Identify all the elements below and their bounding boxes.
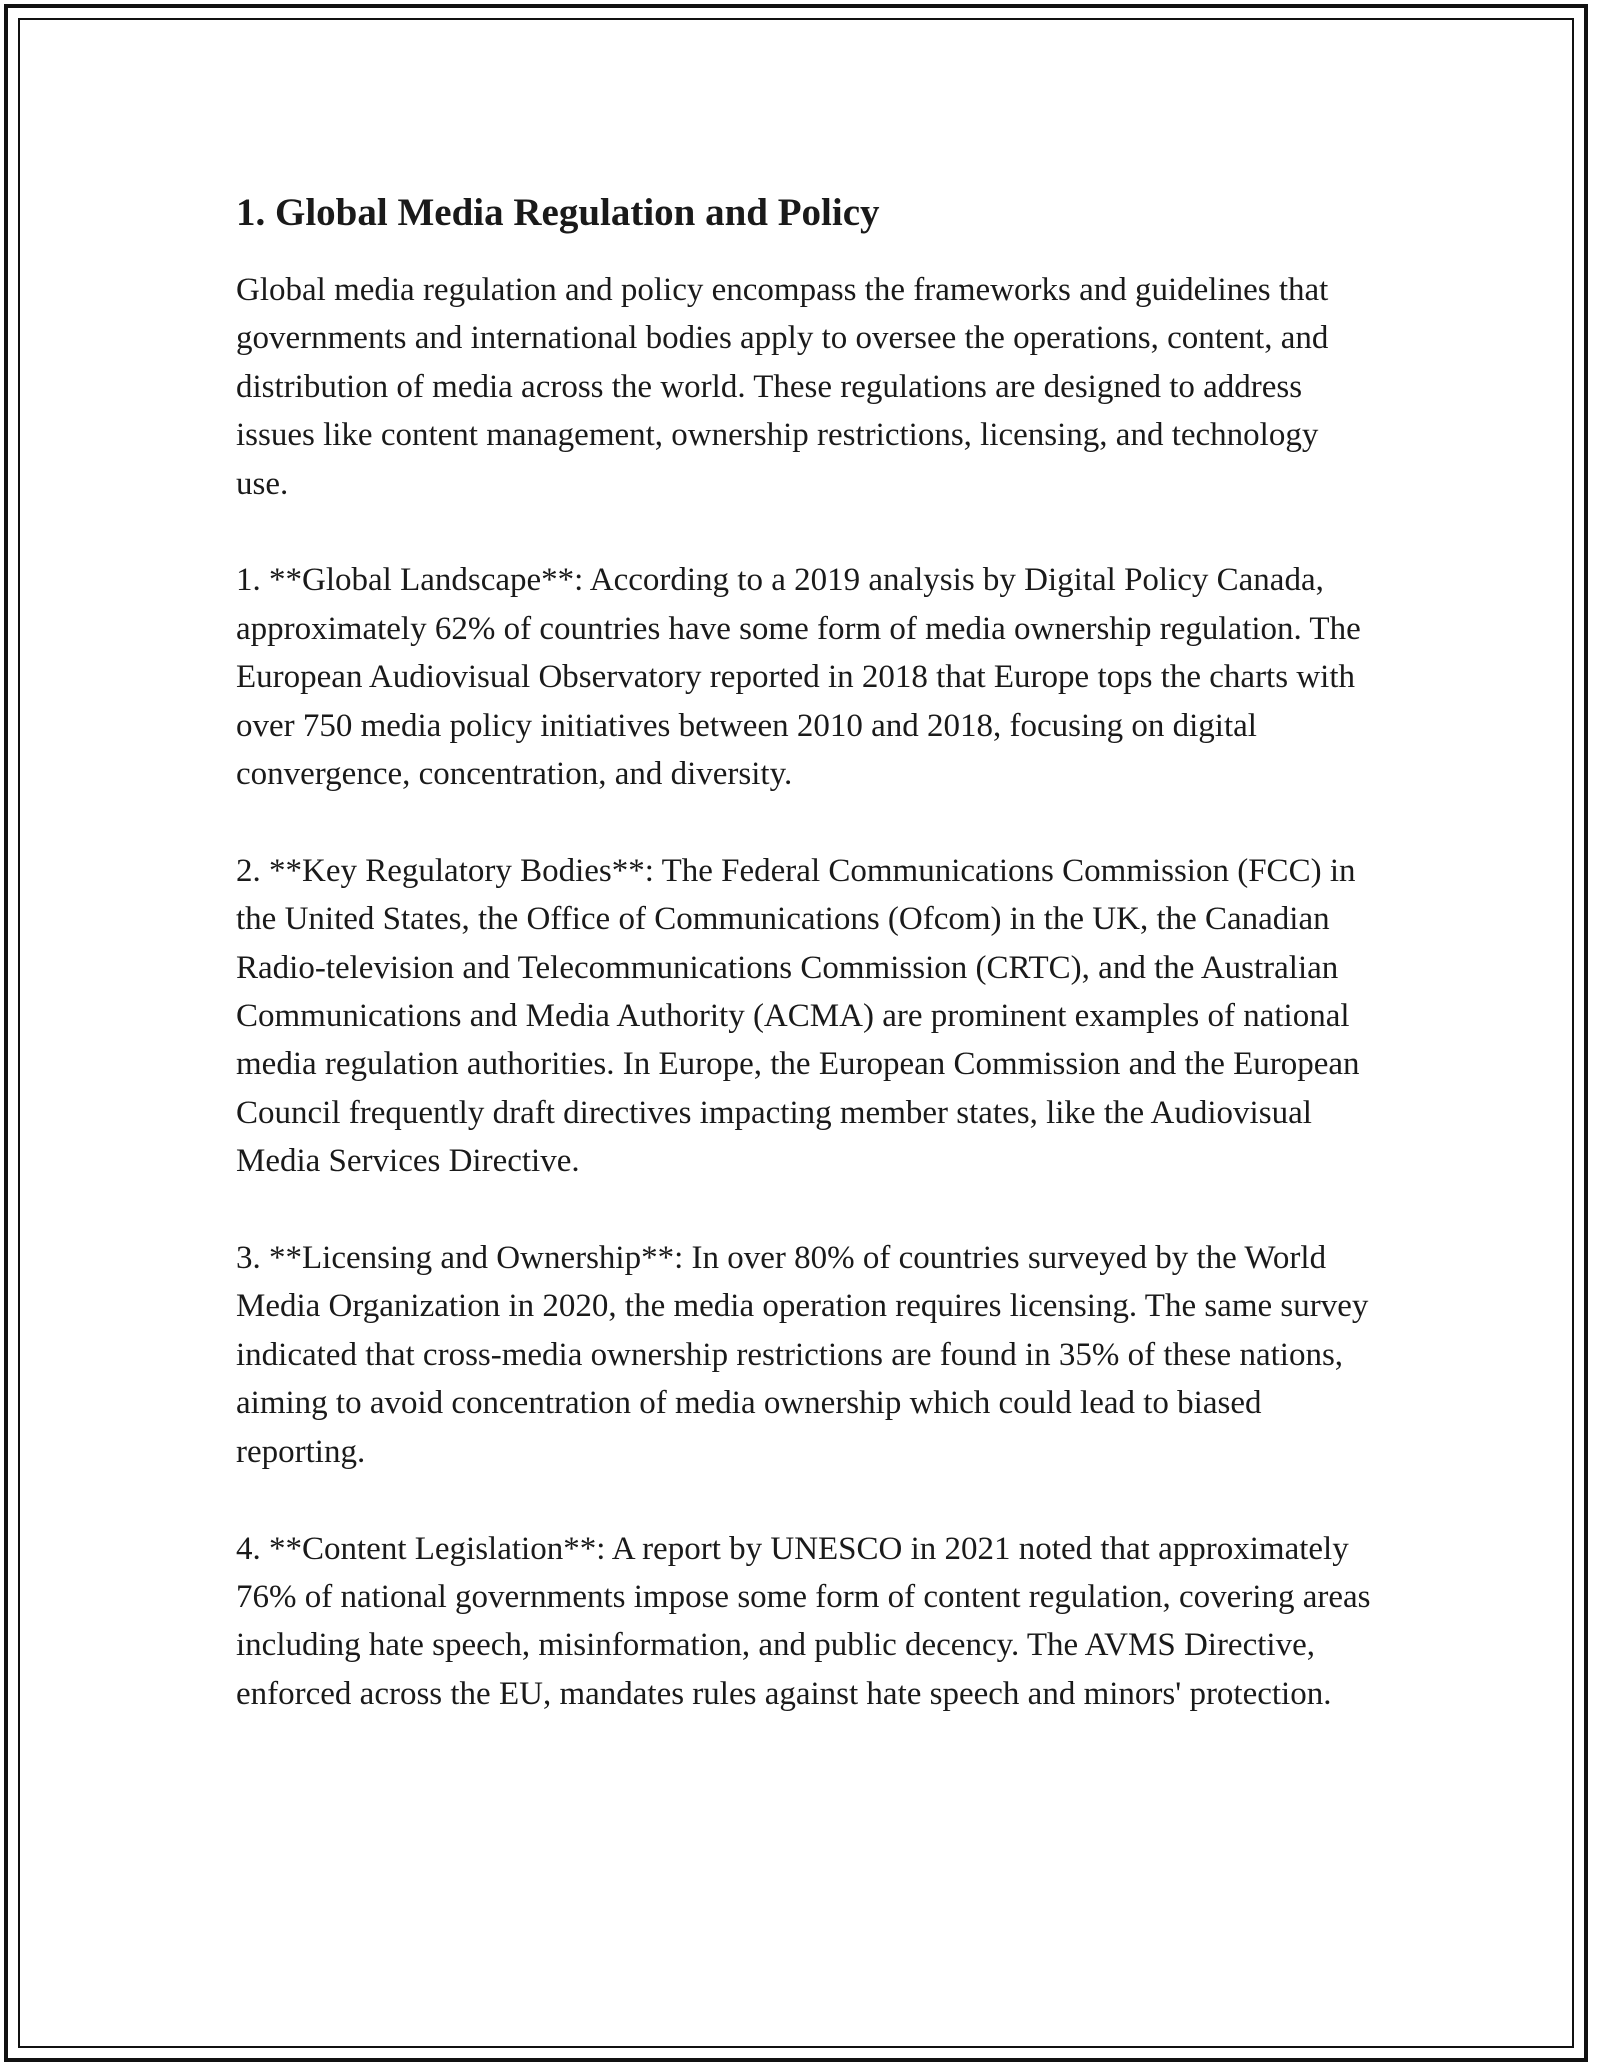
- global-landscape-paragraph: 1. **Global Landscape**: According to a 2019 analysis by Digital Policy Canada, approximately 62% of countries have some form of media ownership regulation. The European Audiovisual Observatory reported in 2018 that Europe tops the charts with over 750 media policy initiatives between 2010 and 2018, focusing on digital convergence, concentration, and diversity.: [236, 562, 1361, 793]
- document-body: [236, 186, 1376, 1767]
- content-legislation-paragraph: 4. **Content Legislation**: A report by UNESCO in 2021 noted that approximately 76% of national governments impose some form of content regulation, covering areas including hate speech, misinformation, and public decency. The AVMS Directive, enforced across the EU, mandates rules against hate speech and minors' protection.: [236, 1530, 1371, 1712]
- regulatory-bodies-paragraph: 2. **Key Regulatory Bodies**: The Federal Communications Commission (FCC) in the United States, the Office of Communications (Ofcom) in the UK, the Canadian Radio-television and Telecommunications Commission (CRTC), and the Australian Communications and Media Authority (ACMA) are prominent examples of national media regulation authorities. In Europe, the European Commission and the European Council frequently draft directives impacting member states, like the Audiovisual Media Services Directive.: [236, 852, 1360, 1180]
- intro-paragraph: Global media regulation and policy encompass the frameworks and guidelines that governments and international bodies apply to oversee the operations, content, and distribution of media across the world. These regulations are designed to address issues like content management, ownership restrictions, licensing, and technology use.: [236, 272, 1329, 502]
- licensing-ownership-paragraph: 3. **Licensing and Ownership**: In over 80% of countries surveyed by the World Media Organization in 2020, the media operation requires licensing. The same survey indicated that cross-media ownership restrictions are found in 35% of these nations, aiming to avoid concentration of media ownership which could lead to biased reporting.: [236, 1240, 1369, 1470]
- section-heading: 1. Global Media Regulation and Policy: [236, 191, 880, 234]
